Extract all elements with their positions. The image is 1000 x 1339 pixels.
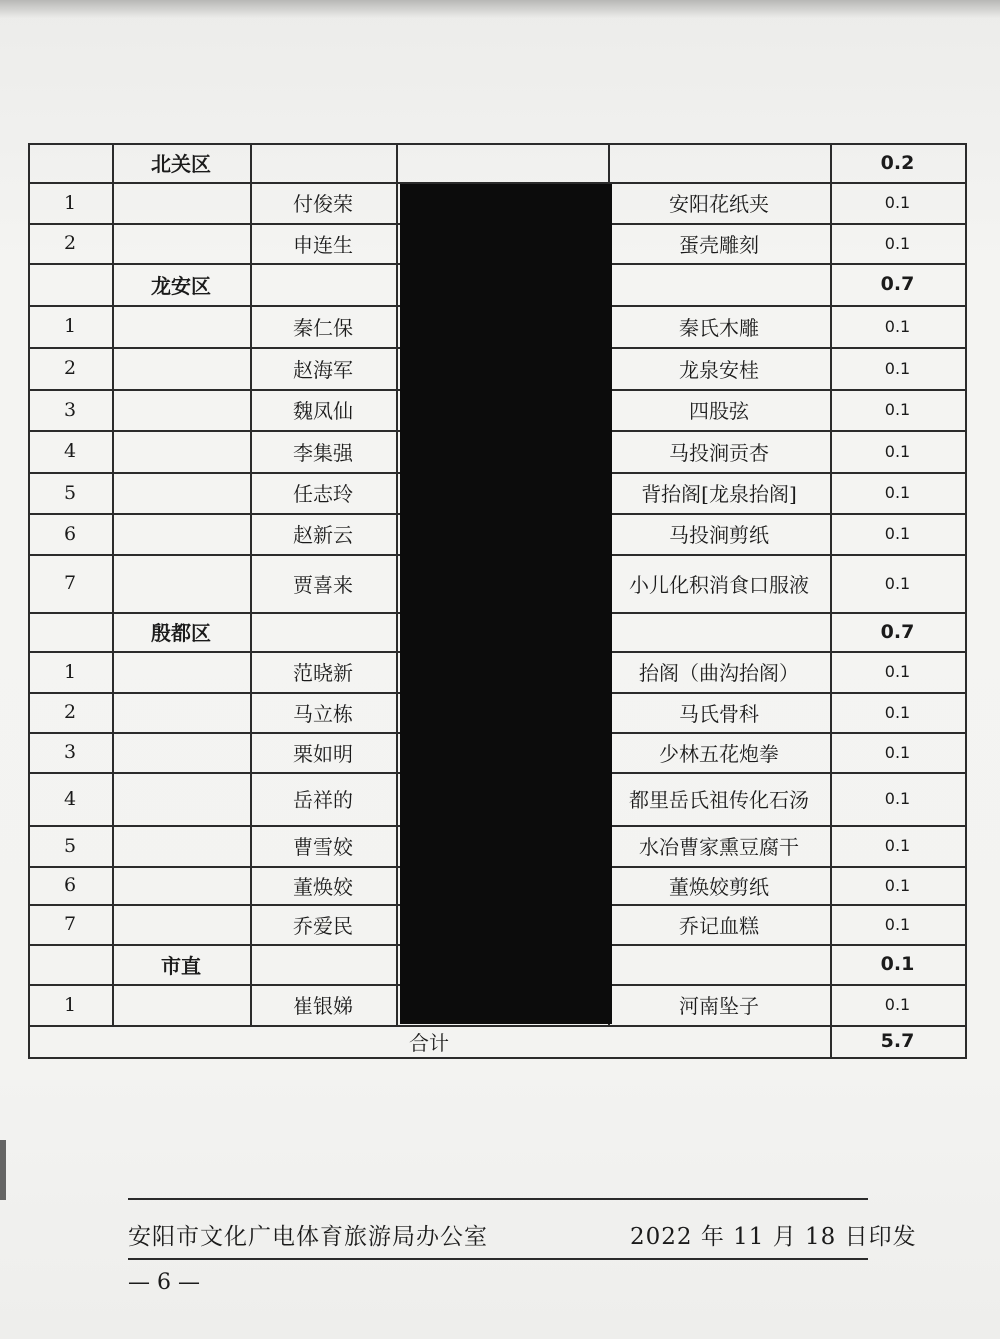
row-number: 1 (63, 315, 77, 337)
footer-bottom-rule (128, 1258, 868, 1260)
project-name: 秦氏木雕 (679, 315, 759, 340)
project-name: 少林五花炮拳 (659, 741, 779, 766)
district-label: 市直 (161, 953, 201, 978)
project-name: 马投涧贡杏 (669, 440, 769, 465)
table-column-rule (965, 143, 967, 1059)
table-column-rule (396, 143, 398, 1027)
heir-name: 岳祥的 (293, 788, 353, 812)
district-subtotal: 0.2 (880, 151, 915, 174)
row-number: 5 (63, 834, 77, 857)
row-number: 4 (63, 440, 77, 462)
row-number: 6 (63, 874, 77, 896)
subsidy-amount: 0.1 (884, 573, 911, 593)
table-column-rule (250, 143, 252, 1027)
project-name: 都里岳氏祖传化石汤 (629, 788, 809, 812)
subsidy-amount: 0.1 (884, 789, 911, 808)
row-number: 4 (63, 787, 77, 810)
subsidy-amount: 0.1 (884, 441, 911, 461)
subsidy-amount: 0.1 (884, 995, 911, 1014)
subsidy-amount: 0.1 (884, 914, 911, 934)
subsidy-amount: 0.1 (884, 400, 911, 419)
heir-name: 马立栋 (293, 701, 353, 726)
project-name: 蛋壳雕刻 (679, 232, 759, 257)
row-number: 2 (63, 357, 77, 379)
heir-name: 曹雪姣 (293, 835, 353, 859)
subsidy-amount: 0.1 (884, 836, 911, 855)
page-number: — 6 — (128, 1270, 200, 1295)
row-number: 2 (63, 232, 77, 254)
row-number: 1 (63, 993, 77, 1016)
row-number: 7 (63, 572, 77, 594)
row-number: 2 (63, 701, 77, 723)
heir-name: 魏凤仙 (293, 399, 353, 423)
heir-name: 崔银娣 (293, 994, 353, 1018)
binding-mark (0, 1140, 6, 1200)
subsidy-amount: 0.1 (884, 702, 911, 722)
project-name: 小儿化积消食口服液 (629, 572, 809, 597)
row-number: 1 (63, 191, 77, 214)
issue-date: 2022 年 11 月 18 日印发 (630, 1224, 917, 1250)
heir-name: 秦仁保 (293, 315, 353, 340)
heir-name: 贾喜来 (293, 572, 353, 597)
project-name: 马投涧剪纸 (669, 523, 769, 547)
issuing-office: 安阳市文化广电体育旅游局办公室 (128, 1224, 488, 1250)
heir-name: 任志玲 (293, 482, 353, 506)
row-number: 1 (63, 660, 77, 683)
heir-name: 赵新云 (293, 523, 353, 547)
project-name: 龙泉安桂 (679, 357, 759, 382)
subsidy-amount: 0.1 (884, 875, 911, 895)
project-name: 四股弦 (689, 399, 749, 423)
redaction-block (400, 184, 612, 1024)
heir-name: 董焕姣 (293, 874, 353, 899)
footer-top-rule (128, 1198, 868, 1200)
subsidy-amount: 0.1 (884, 233, 911, 253)
project-name: 水冶曹家熏豆腐干 (639, 835, 799, 859)
scan-top-shadow (0, 0, 1000, 18)
table-row-rule (28, 1025, 967, 1027)
project-name: 河南坠子 (679, 994, 759, 1018)
table-column-rule (112, 143, 114, 1027)
subsidy-amount: 0.1 (884, 483, 911, 502)
project-name: 抬阁（曲沟抬阁） (639, 661, 799, 685)
subsidy-amount: 0.1 (884, 358, 911, 378)
heir-name: 申连生 (293, 232, 353, 257)
table-column-rule (830, 143, 832, 1059)
row-number: 6 (63, 522, 77, 545)
row-number: 7 (63, 913, 77, 935)
table-row-rule (28, 1057, 967, 1059)
heir-name: 付俊荣 (293, 192, 353, 216)
heir-name: 李集强 (293, 440, 353, 465)
district-subtotal: 0.1 (880, 953, 915, 975)
district-subtotal: 0.7 (880, 620, 915, 643)
row-number: 5 (63, 481, 77, 504)
district-label: 殷都区 (151, 621, 211, 645)
table-column-rule (28, 143, 30, 1059)
heir-name: 乔爱民 (293, 913, 353, 938)
heir-name: 赵海军 (293, 357, 353, 382)
subsidy-amount: 0.1 (884, 316, 911, 336)
project-name: 安阳花纸夹 (669, 192, 769, 216)
subsidy-amount: 0.1 (884, 524, 911, 543)
project-name: 背抬阁[龙泉抬阁] (641, 482, 797, 506)
table-row-rule (28, 143, 967, 145)
total-label: 合计 (409, 1030, 449, 1055)
district-subtotal: 0.7 (880, 273, 915, 295)
project-name: 董焕姣剪纸 (669, 874, 769, 899)
heir-name: 栗如明 (293, 741, 353, 766)
subsidy-amount: 0.1 (884, 662, 911, 681)
subsidy-amount: 0.1 (884, 193, 911, 212)
district-label: 北关区 (151, 152, 211, 176)
total-value: 5.7 (880, 1030, 915, 1052)
row-number: 3 (63, 741, 77, 763)
subsidy-amount: 0.1 (884, 742, 911, 762)
district-label: 龙安区 (151, 273, 211, 298)
heir-name: 范晓新 (293, 661, 353, 685)
project-name: 乔记血糕 (679, 913, 759, 938)
row-number: 3 (63, 398, 77, 421)
project-name: 马氏骨科 (679, 701, 759, 726)
